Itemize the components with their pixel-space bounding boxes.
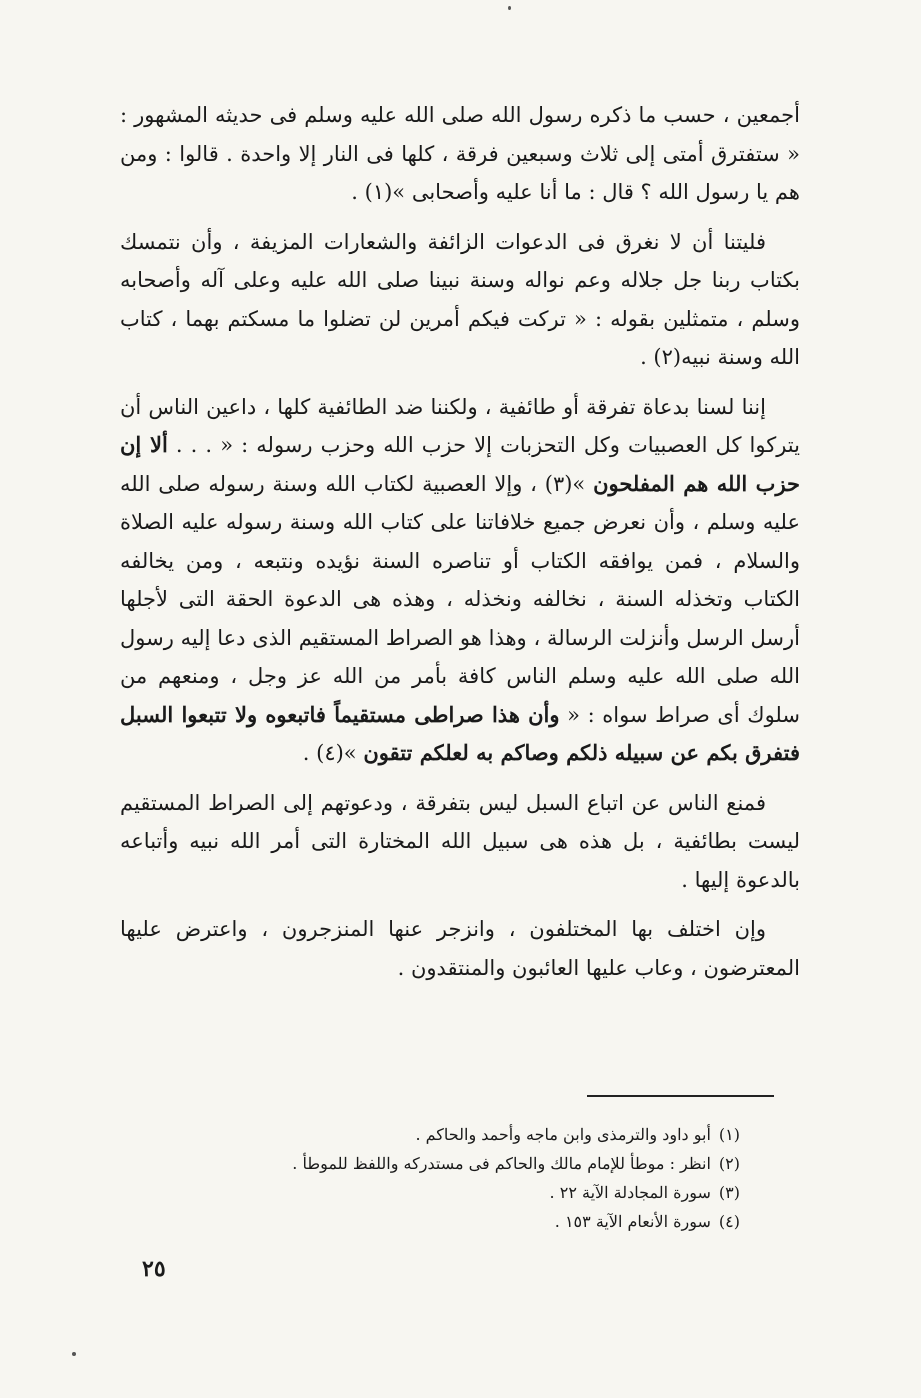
footnote-number: (١) <box>718 1125 740 1144</box>
quoted-verse: وأن هذا صراطى مستقيماً فاتبعوه ولا تتبعوا السبل فتفرق بكم عن سبيله ذلكم وصاكم به لعلكم تتقون <box>120 701 800 765</box>
footnote-text: سورة المجادلة الآية ٢٢ . <box>549 1183 711 1202</box>
scan-speck <box>508 6 511 10</box>
paragraph <box>120 910 800 987</box>
footnote-item <box>120 1149 740 1178</box>
text-segment: فليتنا أن لا نغرق فى الدعوات الزائفة والشعارات المزيفة ، وأن نتمسك بكتاب ربنا جل جلاله وعم نواله وسنة نبينا صلى الله عليه وعلى آله وأصحابه وسلم ، متمثلين بقوله : « تركت فيكم أمرين لن تضلوا ما مسكتم بهما ، كتاب الله وسنة نبيه(٢) . <box>120 229 800 369</box>
paragraph <box>120 223 800 377</box>
footnote-text: سورة الأنعام الآية ١٥٣ . <box>554 1212 711 1231</box>
text-segment: أجمعين ، حسب ما ذكره رسول الله صلى الله عليه وسلم فى حديثه المشهور : « ستفترق أمتى إلى ثلاث وسبعين فرقة ، كلها فى النار إلا واحدة . قالوا : ومن هم يا رسول الله ؟ قال : ما أنا عليه وأصحابى »(١) . <box>120 103 800 204</box>
text-segment: وإن اختلف بها المختلفون ، وانزجر عنها المنزجرون ، واعترض عليها المعترضون ، وعاب عليها العائبون والمنتقدون . <box>120 917 800 980</box>
footnote-item <box>120 1207 740 1236</box>
footnote-number: (٣) <box>718 1183 740 1202</box>
text-segment: »(٣) ، وإلا العصبية لكتاب الله وسنة رسوله صلى الله عليه وسلم ، وأن نعرض جميع خلافاتنا على كتاب الله وسنة رسوله عليه الصلاة والسلام ، فمن يوافقه الكتاب أو تناصره السنة نؤيده ونتبعه ، ومن يخالفه الكتاب وتخذله السنة ، نخالفه ونخذله ، وهذه هى الدعوة الحقة التى لأجلها أرسل الرسل وأنزلت الرسالة ، وهذا هو الصراط المستقيم الذى دعا إليه رسول الله صلى الله عليه وسلم الناس كافة بأمر من الله عز وجل ، ومنعهم من سلوك أى صراط سواه : « <box>120 471 801 727</box>
quoted-verse: ألا إن حزب الله هم المفلحون <box>120 432 801 496</box>
text-segment: إننا لسنا بدعاة تفرقة أو طائفية ، ولكننا ضد الطائفية كلها ، داعين الناس أن يتركوا كل العصبيات وكل التحزبات إلا حزب الله وحزب رسوله : « . . . <box>120 394 800 457</box>
page-number: ٢٥ <box>142 1256 166 1282</box>
footnote-number: (٢) <box>718 1154 740 1173</box>
text-segment: »(٤) . <box>302 741 364 765</box>
main-text <box>120 96 800 998</box>
footnote-separator <box>587 1095 774 1097</box>
footnote-item <box>120 1120 740 1149</box>
scan-speck <box>72 1352 76 1356</box>
text-segment: فمنع الناس عن اتباع السبل ليس بتفرقة ، ودعوتهم إلى الصراط المستقيم ليست بطائفية ، بل هذه هى سبيل الله المختارة التى أمر الله نبيه وأتباعه بالدعوة إليها . <box>120 790 800 892</box>
footnote-text: انظر : موطأ للإمام مالك والحاكم فى مستدركه واللفظ للموطأ . <box>292 1154 711 1173</box>
footnote-item <box>120 1178 740 1207</box>
footnote-number: (٤) <box>718 1212 740 1231</box>
paragraph <box>120 388 800 773</box>
footnote-text: أبو داود والترمذى وابن ماجه وأحمد والحاكم . <box>415 1125 711 1144</box>
paragraph <box>120 96 800 212</box>
footnotes <box>120 1120 740 1236</box>
paragraph <box>120 784 800 900</box>
